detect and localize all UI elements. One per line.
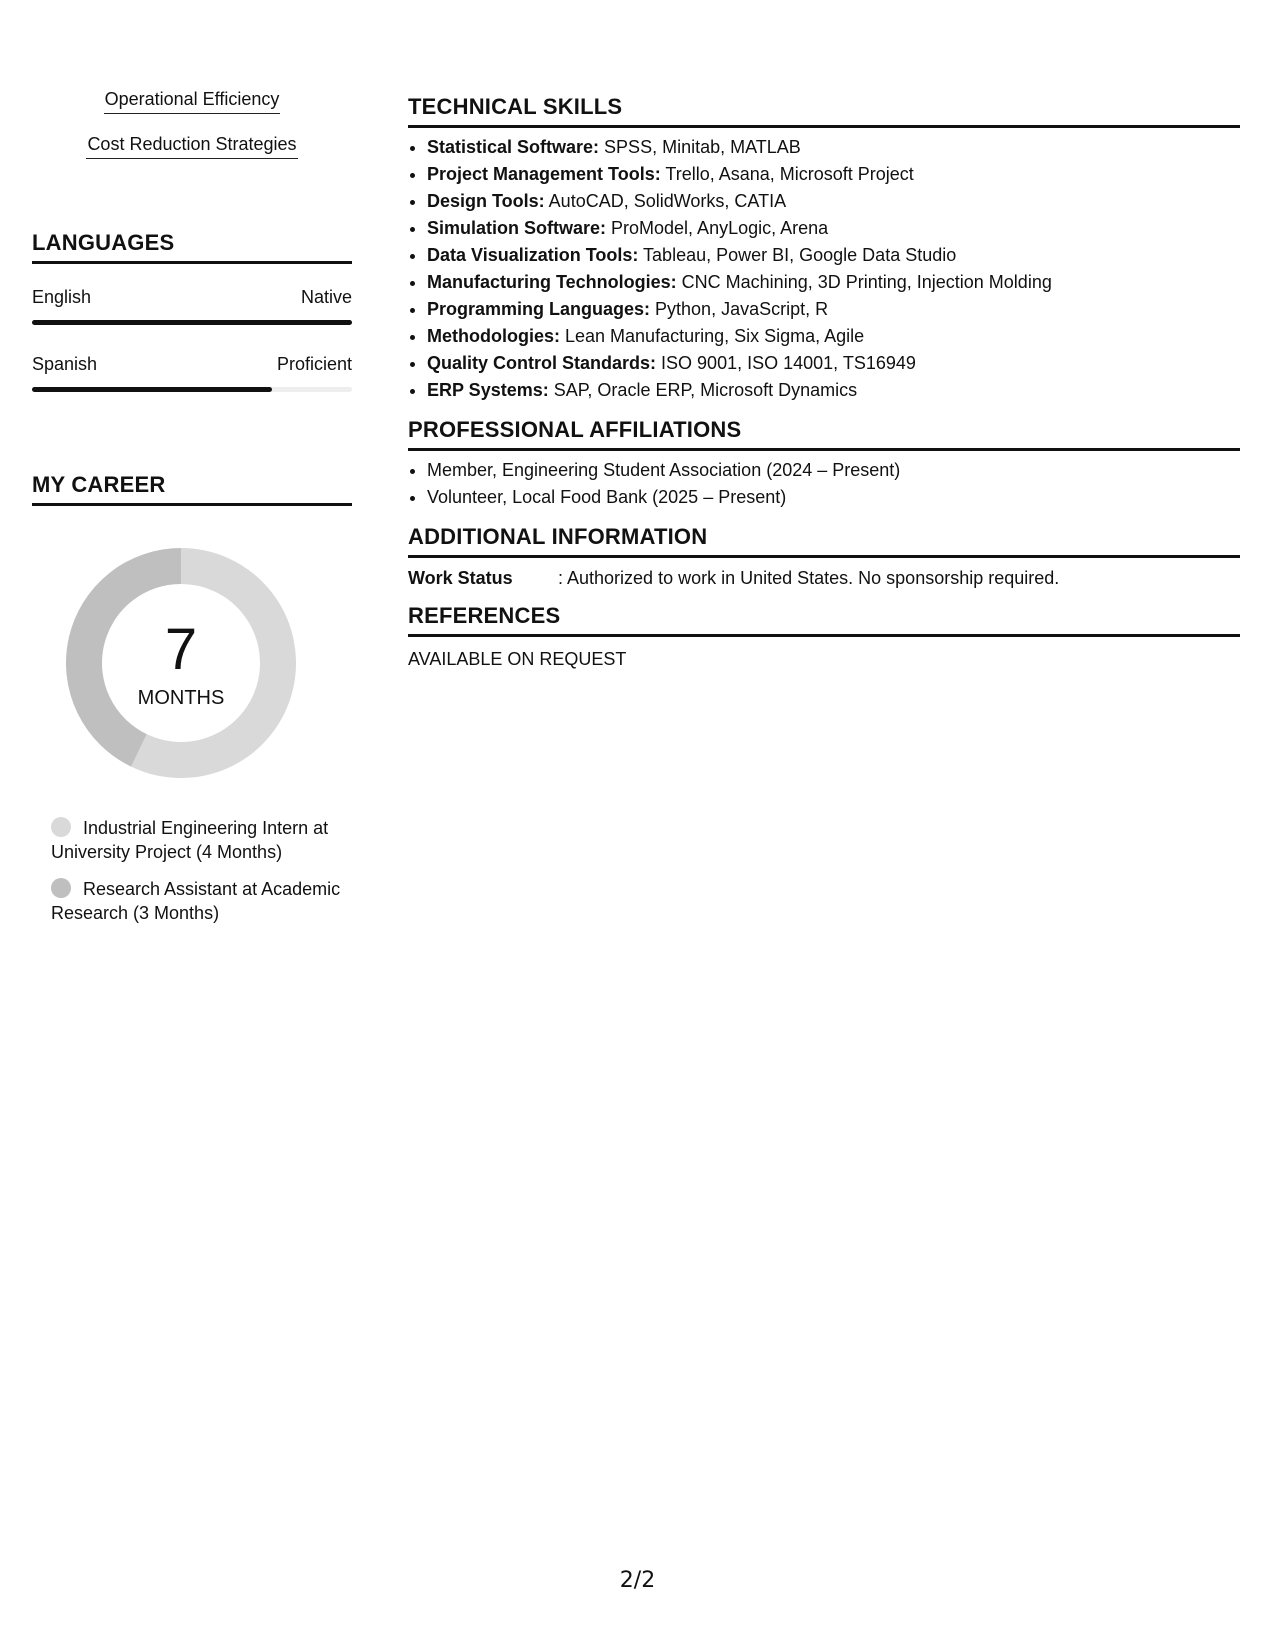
career-legend-label: Industrial Engineering Intern at University Project (4 Months) bbox=[51, 818, 329, 862]
language-level: Native bbox=[300, 287, 352, 307]
technical-skills-title: TECHNICAL SKILLS bbox=[408, 94, 1240, 128]
language-level: Proficient bbox=[276, 354, 352, 374]
list-item: • Design Tools: AutoCAD, SolidWorks, CATIA bbox=[427, 188, 1240, 215]
skill-tag: Operational Efficiency bbox=[104, 86, 281, 114]
list-item: • Volunteer, Local Food Bank (2025 – Present) bbox=[427, 484, 1240, 511]
right-column bbox=[408, 94, 1240, 684]
list-item: • Data Visualization Tools: Tableau, Power BI, Google Data Studio bbox=[427, 242, 1240, 269]
list-item: • Simulation Software: ProModel, AnyLogic, Arena bbox=[427, 215, 1240, 242]
work-status-row bbox=[408, 566, 1240, 590]
languages-title: LANGUAGES bbox=[32, 230, 352, 264]
career-legend-label: Research Assistant at Academic Research (3 Months) bbox=[51, 879, 341, 923]
list-item: • Methodologies: Lean Manufacturing, Six Sigma, Agile bbox=[427, 323, 1240, 350]
skill-tag-item bbox=[32, 86, 352, 131]
list-item: • Manufacturing Technologies: CNC Machining, 3D Printing, Injection Molding bbox=[427, 269, 1240, 296]
skill-tag-item bbox=[32, 131, 352, 176]
career-legend-item bbox=[51, 877, 341, 925]
affiliations-title: PROFESSIONAL AFFILIATIONS bbox=[408, 417, 1240, 451]
work-status-value: : Authorized to work in United States. No sponsorship required. bbox=[558, 568, 1060, 588]
legend-dot-icon bbox=[51, 878, 71, 898]
language-proficiency-fill bbox=[32, 320, 352, 325]
language-name: Spanish bbox=[32, 354, 98, 374]
language-item bbox=[32, 286, 352, 325]
career-legend bbox=[51, 816, 341, 925]
career-total-value: 7 bbox=[164, 617, 198, 682]
list-item: • ERP Systems: SAP, Oracle ERP, Microsoft Dynamics bbox=[427, 377, 1240, 404]
additional-info-title: ADDITIONAL INFORMATION bbox=[408, 524, 1240, 558]
list-item: • Project Management Tools: Trello, Asana, Microsoft Project bbox=[427, 161, 1240, 188]
left-column bbox=[32, 86, 352, 938]
affiliations-section bbox=[408, 417, 1240, 511]
language-item bbox=[32, 353, 352, 392]
references-title: REFERENCES bbox=[408, 603, 1240, 637]
list-item: • Statistical Software: SPSS, Minitab, MATLAB bbox=[427, 134, 1240, 161]
skill-tag: Cost Reduction Strategies bbox=[86, 131, 297, 159]
work-status-label: Work Status bbox=[408, 568, 513, 588]
list-item: • Member, Engineering Student Association (2024 – Present) bbox=[427, 457, 1240, 484]
career-total-unit: MONTHS bbox=[137, 687, 225, 709]
affiliations-list bbox=[408, 457, 1240, 511]
language-proficiency-bar bbox=[32, 387, 352, 392]
language-name: English bbox=[32, 287, 92, 307]
language-proficiency-fill bbox=[32, 387, 272, 392]
references-text: AVAILABLE ON REQUEST bbox=[408, 649, 627, 669]
technical-skills-section bbox=[408, 94, 1240, 404]
legend-dot-icon bbox=[51, 817, 71, 837]
career-legend-item bbox=[51, 816, 341, 864]
career-donut-chart bbox=[66, 548, 296, 778]
additional-info-section bbox=[408, 524, 1240, 590]
page-number: 2/2 bbox=[619, 1568, 656, 1593]
career-title: MY CAREER bbox=[32, 472, 352, 506]
language-proficiency-bar bbox=[32, 320, 352, 325]
list-item: • Programming Languages: Python, JavaScript, R bbox=[427, 296, 1240, 323]
references-section bbox=[408, 603, 1240, 671]
technical-skills-list bbox=[408, 134, 1240, 404]
list-item: • Quality Control Standards: ISO 9001, ISO 14001, TS16949 bbox=[427, 350, 1240, 377]
